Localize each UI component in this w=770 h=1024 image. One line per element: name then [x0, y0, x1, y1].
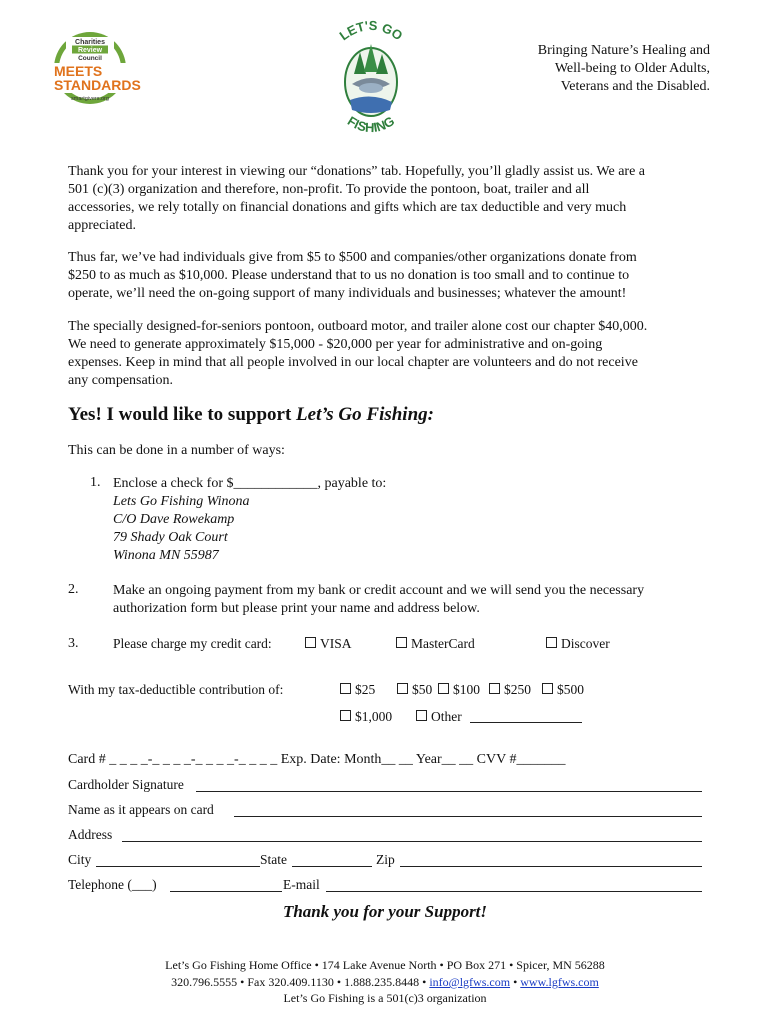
checkbox[interactable]	[489, 683, 500, 694]
address-line-input[interactable]	[122, 841, 702, 842]
paragraph-line: any compensation.	[68, 373, 173, 388]
checkbox[interactable]	[416, 710, 427, 721]
email-line[interactable]	[326, 891, 702, 892]
tagline	[470, 42, 710, 96]
footer-separator: •	[513, 975, 518, 989]
tagline-line: Well-being to Older Adults,	[554, 61, 710, 76]
address-line: Lets Go Fishing Winona	[113, 494, 250, 509]
state-label: State	[260, 852, 287, 867]
other-amount-line[interactable]	[470, 722, 582, 723]
option3-number: 3.	[68, 636, 79, 651]
option2-line: authorization form but please print your name and address below.	[113, 601, 480, 616]
address-line: C/O Dave Rowekamp	[113, 512, 235, 527]
checkbox[interactable]	[340, 683, 351, 694]
checkbox[interactable]	[546, 637, 557, 648]
name-label: Name as it appears on card	[68, 802, 214, 817]
tagline-line: Bringing Nature’s Healing and	[537, 43, 710, 58]
card-number-line[interactable]: Card # _ _ _ _-_ _ _ _-_ _ _ _-_ _ _ _ Exp. Date: Month__ __ Year__ __ CVV #_______	[68, 752, 566, 767]
footer-contact	[0, 975, 770, 990]
footer-phone: 320.796.5555 • Fax 320.409.1130 • 1.888.235.8448 •	[171, 975, 427, 989]
address-line: Winona MN 55987	[113, 548, 219, 563]
option2-body	[113, 582, 713, 618]
card-label: MasterCard	[411, 636, 475, 651]
contribution-label: With my tax-deductible contribution of:	[68, 682, 284, 697]
footer-email-link[interactable]: info@lgfws.com	[429, 975, 511, 989]
cardholder-label: Cardholder Signature	[68, 777, 184, 792]
paragraph-line: We need to generate approximately $15,000 - $20,000 per year for administrative and on-going	[68, 337, 603, 352]
paragraph-line: $250 to as much as $10,000. Please understand that to us no donation is too small and to continue to	[68, 268, 630, 283]
checkbox[interactable]	[340, 710, 351, 721]
paragraph-line: The specially designed-for-seniors pontoon, outboard motor, and trailer alone cost our chapter $40,000.	[68, 319, 648, 334]
address-line: 79 Shady Oak Court	[113, 530, 228, 545]
amount-1000-option[interactable]	[340, 709, 392, 725]
amount-label: $250	[504, 682, 531, 697]
checkbox[interactable]	[438, 683, 449, 694]
address-label: Address	[68, 827, 113, 842]
checkbox[interactable]	[397, 683, 408, 694]
lets-go-fishing-logo	[332, 14, 410, 142]
footer-address: Let’s Go Fishing Home Office • 174 Lake Avenue North • PO Box 271 • Spicer, MN 56288	[165, 958, 605, 972]
amount-250-option[interactable]	[489, 682, 531, 698]
zip-line[interactable]	[400, 866, 702, 867]
card-mastercard-option[interactable]	[396, 636, 475, 652]
paragraph-line: operate, we’ll need the on-going support of many individuals and businesses; whatever the amount!	[68, 286, 627, 301]
checkbox[interactable]	[305, 637, 316, 648]
telephone-line[interactable]	[170, 891, 282, 892]
heading-org: Let’s Go Fishing:	[296, 404, 434, 425]
costs-paragraph	[68, 318, 708, 390]
paragraph-line: expenses. Keep in mind that all people involved in our local chapter are volunteers and do not receive	[68, 355, 638, 370]
paragraph-line: Thus far, we’ve had individuals give from $5 to $500 and companies/other organizations donate from	[68, 250, 637, 265]
telephone-label: Telephone (___)	[68, 877, 157, 892]
charities-review-seal	[52, 30, 160, 108]
city-label: City	[68, 852, 92, 867]
amount-label: $1,000	[355, 709, 393, 724]
zip-label: Zip	[376, 852, 395, 867]
card-label: Discover	[561, 636, 610, 651]
option1-body	[113, 475, 713, 565]
card-visa-option[interactable]	[305, 636, 352, 652]
seal-site: smartgivers.org	[71, 96, 109, 102]
option2-line: Make an ongoing payment from my bank or credit account and we will send you the necessary	[113, 583, 645, 598]
heading-prefix: Yes! I would like to support	[68, 404, 297, 425]
paragraph-line: 501 (c)(3) organization and therefore, non-profit. To provide the pontoon, boat, trailer and all	[68, 182, 590, 197]
checkbox[interactable]	[396, 637, 407, 648]
amount-label: Other	[431, 709, 462, 724]
seal-line2: Review	[77, 47, 103, 54]
footer-nonprofit: Let’s Go Fishing is a 501(c)3 organization	[283, 991, 487, 1005]
amount-other-option[interactable]	[416, 709, 462, 725]
amount-500-option[interactable]	[542, 682, 584, 698]
ways-intro: This can be done in a number of ways:	[68, 443, 285, 458]
state-line[interactable]	[292, 866, 372, 867]
paragraph-line: appreciated.	[68, 218, 137, 233]
thank-you-message: Thank you for your Support!	[282, 902, 488, 921]
card-discover-option[interactable]	[546, 636, 610, 652]
footer-website-link[interactable]: www.lgfws.com	[520, 975, 599, 989]
amount-label: $50	[412, 682, 433, 697]
intro-paragraph	[68, 163, 708, 235]
amount-25-option[interactable]	[340, 682, 375, 698]
option2-number: 2.	[68, 582, 79, 597]
logo-bottom-text: FISHING	[344, 113, 398, 136]
option1-number: 1.	[90, 475, 101, 490]
paragraph-line: Thank you for your interest in viewing our “donations” tab. Hopefully, you’ll gladly assist us. We are a	[68, 164, 646, 179]
seal-line3: Council	[78, 55, 102, 62]
name-on-card-line[interactable]	[234, 816, 702, 817]
amount-100-option[interactable]	[438, 682, 480, 698]
amount-50-option[interactable]	[397, 682, 432, 698]
paragraph-line: accessories, we rely totally on financial donations and gifts which are tax deductible and very much	[68, 200, 627, 215]
tagline-line: Veterans and the Disabled.	[560, 79, 710, 94]
city-line[interactable]	[96, 866, 260, 867]
checkbox[interactable]	[542, 683, 553, 694]
option3-label: Please charge my credit card:	[113, 636, 272, 651]
option1-text: Enclose a check for $____________, payable to:	[113, 476, 387, 491]
amount-label: $500	[557, 682, 584, 697]
seal-meets: MEETS	[54, 63, 103, 79]
support-heading	[68, 404, 434, 426]
logo-top-text: LET'S GO	[336, 17, 406, 44]
amount-label: $100	[453, 682, 480, 697]
cardholder-signature-line[interactable]	[196, 791, 702, 792]
seal-standards: STANDARDS	[54, 77, 141, 93]
card-label: VISA	[320, 636, 352, 651]
seal-line1: Charities	[75, 39, 105, 46]
email-label: E-mail	[283, 877, 320, 892]
donations-paragraph	[68, 249, 708, 303]
amount-label: $25	[355, 682, 376, 697]
